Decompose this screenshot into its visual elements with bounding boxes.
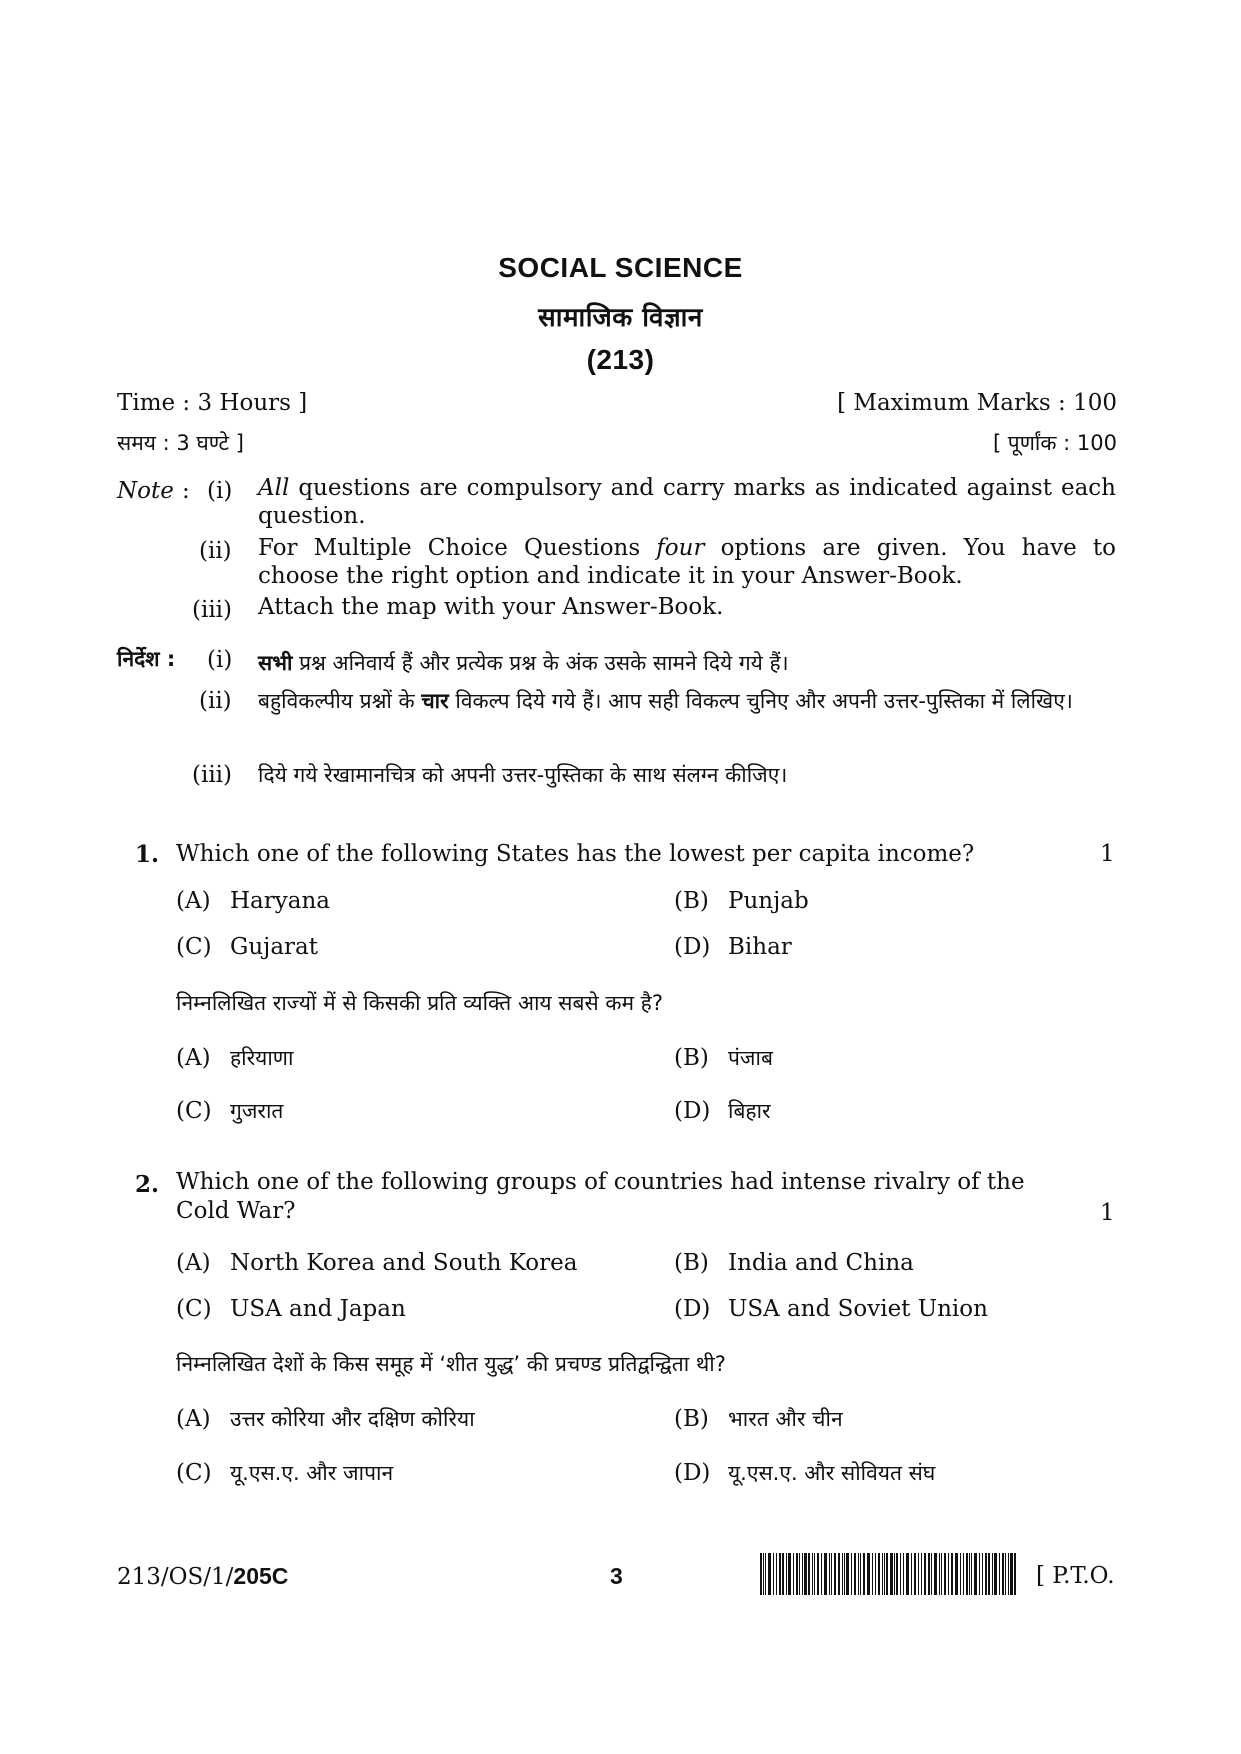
q2-option-d-hi-text: यू.एस.ए. और सोवियत संघ: [728, 1461, 936, 1485]
q1-option-b-label: (B): [674, 888, 709, 914]
barcode-bar: [793, 1553, 794, 1595]
q1-option-a-hi-text: हरियाणा: [230, 1046, 294, 1070]
barcode-bar: [884, 1553, 885, 1595]
barcode-bar: [944, 1553, 946, 1595]
q2-option-b-hi-label: (B): [674, 1406, 709, 1432]
note-hi-item-2-pre: बहुविकल्पीय प्रश्नों के: [258, 689, 422, 713]
q1-option-b-hi: [674, 1044, 773, 1072]
q1-option-b-hi-label: (B): [674, 1045, 709, 1071]
barcode-bar: [788, 1553, 791, 1595]
barcode-bar: [831, 1553, 832, 1595]
barcode-bar: [994, 1553, 997, 1595]
q1-option-d-hi-label: (D): [674, 1098, 711, 1124]
barcode-bar: [1002, 1553, 1004, 1595]
barcode-bar: [903, 1553, 904, 1595]
barcode-bar: [918, 1553, 919, 1595]
barcode-bar: [896, 1553, 898, 1595]
note-label: Note: [117, 478, 174, 504]
barcode-bar: [867, 1553, 870, 1595]
barcode-bar: [812, 1553, 813, 1595]
barcode-bar: [763, 1553, 764, 1595]
paper-code-prefix: 213/OS/1/: [117, 1564, 234, 1590]
note-hi-item-2: [258, 683, 1116, 719]
barcode-bar: [931, 1553, 932, 1595]
barcode-bar: [844, 1553, 845, 1595]
q2-number: 2.: [135, 1171, 160, 1198]
q1-option-a-text: Haryana: [230, 888, 330, 914]
barcode-bar: [948, 1553, 949, 1595]
barcode-bar: [854, 1553, 856, 1595]
barcode-bar: [799, 1553, 800, 1595]
q2-option-c-label: (C): [176, 1296, 212, 1322]
q1-option-b-en: [674, 888, 809, 914]
note-hi-item-1: [258, 645, 1116, 681]
nirdesh-num-3: (iii): [192, 762, 233, 788]
q2-marks: 1: [1100, 1200, 1115, 1226]
barcode-bar: [786, 1553, 787, 1595]
q1-marks: 1: [1100, 841, 1115, 867]
barcode-bar: [878, 1553, 880, 1595]
paper-code: [117, 1563, 288, 1590]
q2-text-hi: निम्नलिखित देशों के किस समूह में ‘शीत युद्ध’ की प्रचण्ड प्रतिद्वन्द्विता थी?: [176, 1352, 726, 1376]
note-en-item-1: [258, 474, 1116, 530]
q1-text-hi: निम्नलिखित राज्यों में से किसकी प्रति व्यक्ति आय सबसे कम है?: [176, 991, 663, 1015]
barcode-bar: [765, 1553, 766, 1595]
barcode-bar: [941, 1553, 942, 1595]
note-num-3: (iii): [192, 597, 233, 623]
barcode-bar: [779, 1553, 781, 1595]
q2-option-d-text: USA and Soviet Union: [728, 1296, 988, 1322]
q1-option-a-hi: [176, 1044, 293, 1072]
q2-option-b-label: (B): [674, 1250, 709, 1276]
barcode-bar: [760, 1553, 762, 1595]
barcode-bar: [963, 1553, 964, 1595]
nirdesh-num-2: (ii): [199, 688, 232, 714]
barcode-bar: [817, 1553, 819, 1595]
barcode-bar: [906, 1553, 909, 1595]
q2-option-d-label: (D): [674, 1296, 711, 1322]
barcode-bar: [863, 1553, 865, 1595]
q1-option-d-hi: [674, 1097, 771, 1125]
barcode-bar: [773, 1553, 774, 1595]
q1-number: 1.: [135, 841, 160, 868]
barcode-bar: [969, 1553, 970, 1595]
time-hi: समय : 3 घण्टे ]: [117, 431, 245, 455]
barcode-bar: [776, 1553, 777, 1595]
barcode-bar: [872, 1553, 873, 1595]
q2-option-d-hi: [674, 1459, 935, 1487]
q2-option-c-en: [176, 1296, 406, 1322]
barcode-bar: [846, 1553, 849, 1595]
barcode-bar: [974, 1553, 977, 1595]
barcode-icon: [760, 1553, 1020, 1595]
pto-label: [ P.T.O.: [1036, 1563, 1115, 1589]
q1-option-c-en: [176, 934, 318, 960]
q1-option-d-hi-text: बिहार: [728, 1099, 771, 1123]
q1-option-b-hi-text: पंजाब: [728, 1046, 773, 1070]
barcode-bar: [808, 1553, 810, 1595]
q2-option-b-hi-text: भारत और चीन: [728, 1407, 843, 1431]
barcode-bar: [951, 1553, 953, 1595]
q2-option-a-label: (A): [176, 1250, 211, 1276]
barcode-bar: [838, 1553, 840, 1595]
max-marks-hi: [ पूर्णांक : 100: [992, 431, 1117, 455]
barcode-bar: [1008, 1553, 1009, 1595]
q2-option-b-hi: [674, 1405, 843, 1433]
q2-option-a-hi-label: (A): [176, 1406, 211, 1432]
q1-option-a-label: (A): [176, 888, 211, 914]
q1-option-c-hi-label: (C): [176, 1098, 212, 1124]
barcode-bar: [768, 1553, 771, 1595]
note-en-item-1-lead: All: [258, 475, 290, 501]
barcode-bar: [900, 1553, 901, 1595]
q1-option-d-text: Bihar: [728, 934, 792, 960]
note-en-item-3: Attach the map with your Answer-Book.: [258, 594, 724, 620]
q2-option-b-text: India and China: [728, 1250, 914, 1276]
barcode-bar: [782, 1553, 784, 1595]
note-num-2: (ii): [199, 538, 232, 564]
paper-code-bold: 205C: [233, 1563, 289, 1589]
barcode-bar: [875, 1553, 876, 1595]
note-en-item-2-post: options are given. You have to choose the right option and indicate it in your Answer-Book.: [258, 535, 1116, 589]
note-num-1: (i): [207, 478, 233, 504]
subject-title-en: SOCIAL SCIENCE: [498, 252, 743, 283]
q2-option-a-hi-text: उत्तर कोरिया और दक्षिण कोरिया: [230, 1407, 475, 1431]
note-hi-item-2-em: चार: [421, 689, 449, 713]
barcode-bar: [955, 1553, 958, 1595]
note-hi-item-1-lead: सभी: [258, 651, 293, 675]
subject-code: (213): [586, 344, 655, 375]
barcode-bar: [934, 1553, 937, 1595]
note-en-item-2: [258, 534, 1116, 590]
note-hi-item-1-text: प्रश्न अनिवार्य हैं और प्रत्येक प्रश्न के अंक उसके सामने दिये गये हैं।: [292, 651, 789, 675]
q1-option-d-label: (D): [674, 934, 711, 960]
barcode-bar: [1014, 1553, 1016, 1595]
q2-option-a-text: North Korea and South Korea: [230, 1250, 578, 1276]
barcode-bar: [821, 1553, 822, 1595]
subject-title-hi: सामाजिक विज्ञान: [538, 303, 703, 333]
barcode-bar: [842, 1553, 843, 1595]
q2-option-b-en: [674, 1250, 914, 1276]
note-en-item-2-em: four: [656, 535, 705, 561]
q2-text-en: Which one of the following groups of countries had intense rivalry of the Cold War?: [176, 1169, 1025, 1224]
note-en-item-1-text: questions are compulsory and carry marks as indicated against each question.: [258, 475, 1116, 529]
q2-option-a-en: [176, 1250, 577, 1276]
q2-option-a-hi: [176, 1405, 475, 1433]
page-number: 3: [610, 1563, 623, 1589]
q2-option-c-hi-text: यू.एस.ए. और जापान: [230, 1461, 394, 1485]
q1-option-d-en: [674, 934, 792, 960]
barcode-bar: [804, 1553, 807, 1595]
nirdesh-num-1: (i): [207, 647, 233, 673]
q1-text-en: Which one of the following States has the lowest per capita income?: [176, 841, 975, 867]
q2-option-c-text: USA and Japan: [230, 1296, 406, 1322]
barcode-bar: [982, 1553, 983, 1595]
barcode-bar: [886, 1553, 888, 1595]
barcode-bar: [894, 1553, 895, 1595]
barcode-bar: [796, 1553, 798, 1595]
q1-option-c-hi-text: गुजरात: [230, 1099, 284, 1123]
barcode-bar: [999, 1553, 1000, 1595]
q1-option-a-en: [176, 888, 330, 914]
barcode-bar: [802, 1553, 803, 1595]
barcode-bar: [829, 1553, 830, 1595]
barcode-bar: [860, 1553, 861, 1595]
barcode-bar: [824, 1553, 827, 1595]
q2-option-d-en: [674, 1296, 988, 1322]
q1-option-c-hi: [176, 1097, 283, 1125]
barcode-bar: [911, 1553, 912, 1595]
barcode-bar: [971, 1553, 972, 1595]
barcode-bar: [992, 1553, 993, 1595]
q2-option-c-hi-label: (C): [176, 1460, 212, 1486]
barcode-bar: [960, 1553, 961, 1595]
barcode-bar: [914, 1553, 916, 1595]
time-en: Time : 3 Hours ]: [117, 390, 308, 416]
barcode-bar: [966, 1553, 968, 1595]
barcode-bar: [858, 1553, 859, 1595]
note-en-item-2-pre: For Multiple Choice Questions: [258, 535, 657, 561]
q1-option-b-text: Punjab: [728, 888, 809, 914]
nirdesh-label: निर्देश :: [117, 647, 176, 671]
barcode-bar: [928, 1553, 930, 1595]
q1-option-c-text: Gujarat: [230, 934, 318, 960]
barcode-bar: [979, 1553, 980, 1595]
barcode-bar: [851, 1553, 852, 1595]
barcode-bar: [921, 1553, 922, 1595]
barcode-bar: [1005, 1553, 1006, 1595]
barcode-bar: [939, 1553, 940, 1595]
barcode-bar: [882, 1553, 883, 1595]
barcode-bar: [814, 1553, 815, 1595]
q2-option-c-hi: [176, 1459, 393, 1487]
barcode-bar: [988, 1553, 990, 1595]
note-hi-item-2-post: विकल्प दिये गये हैं। आप सही विकल्प चुनिए और अपनी उत्तर-पुस्तिका में लिखिए।: [448, 689, 1073, 713]
barcode-bar: [1010, 1553, 1013, 1595]
barcode-bar: [985, 1553, 987, 1595]
note-colon: :: [182, 478, 190, 504]
barcode-bar: [924, 1553, 926, 1595]
barcode-bar: [890, 1553, 893, 1595]
note-hi-item-3: दिये गये रेखामानचित्र को अपनी उत्तर-पुस्तिका के साथ संलग्न कीजिए।: [258, 763, 788, 787]
barcode-bar: [834, 1553, 836, 1595]
q1-option-a-hi-label: (A): [176, 1045, 211, 1071]
max-marks-en: [ Maximum Marks : 100: [837, 390, 1117, 416]
q1-option-c-label: (C): [176, 934, 212, 960]
q2-option-d-hi-label: (D): [674, 1460, 711, 1486]
